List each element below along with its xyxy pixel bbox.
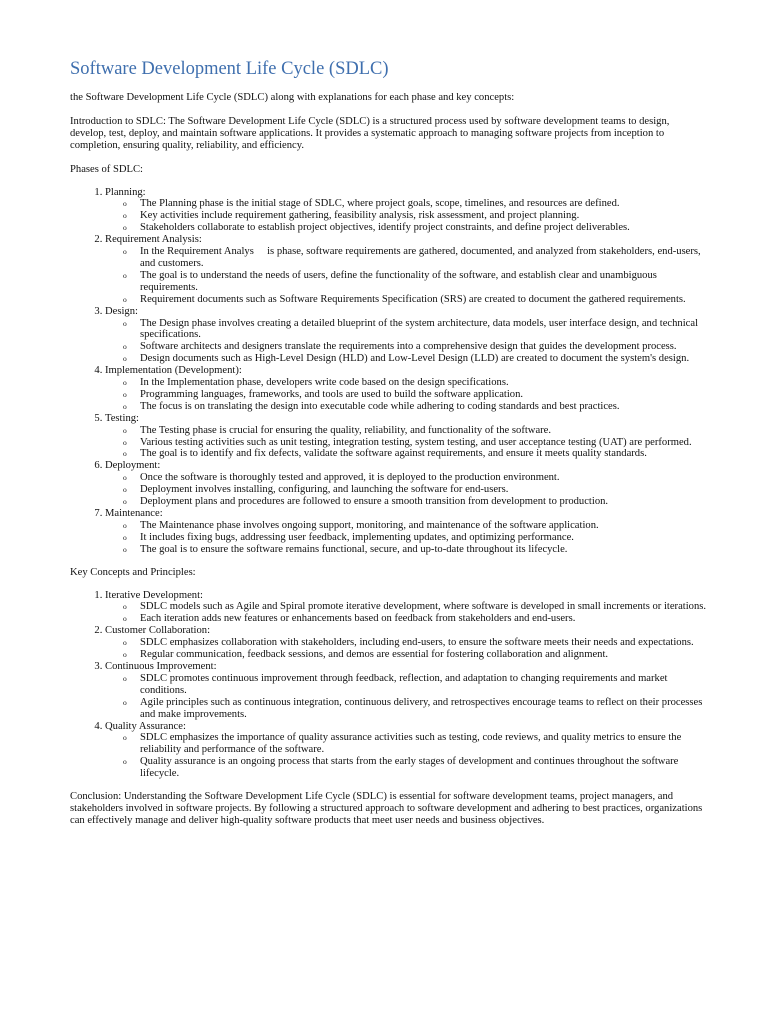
page-title: Software Development Life Cycle (SDLC)	[70, 59, 389, 79]
sub-item: o SDLC promotes continuous improvement through feedback, reflection, and adaptation to changing requirements and market conditions.	[140, 673, 708, 697]
concepts-heading: Key Concepts and Principles:	[70, 566, 196, 578]
phase-sublist	[105, 198, 708, 234]
phase-item	[105, 460, 708, 508]
phase-sublist	[105, 246, 708, 306]
concept-label: Iterative Development:	[105, 589, 203, 601]
sub-item: o Design documents such as High-Level Design (HLD) and Low-Level Design (LLD) are created to document the system's design.	[140, 353, 708, 365]
phase-label: Design:	[105, 305, 138, 317]
lead-paragraph: the Software Development Life Cycle (SDLC) along with explanations for each phase and key concepts:	[70, 92, 515, 103]
sub-item: o Once the software is thoroughly tested and approved, it is deployed to the production environment.	[140, 472, 708, 484]
sub-item: o Key activities include requirement gathering, feasibility analysis, risk assessment, and project planning.	[140, 210, 708, 222]
phase-label: Implementation (Development):	[105, 365, 242, 377]
sub-item: o The focus is on translating the design into executable code while adhering to coding standards and best practices.	[140, 401, 708, 413]
concept-sublist	[105, 732, 708, 780]
phase-label: Planning:	[105, 186, 146, 198]
phase-sublist	[105, 520, 708, 556]
sub-item: o Software architects and designers translate the requirements into a comprehensive design that guides the development process.	[140, 341, 708, 353]
sub-item: o Deployment involves installing, configuring, and launching the software for end-users.	[140, 484, 708, 496]
phase-sublist	[105, 425, 708, 461]
conclusion-paragraph: Conclusion: Understanding the Software Development Life Cycle (SDLC) is essential for software development teams, project managers, and stakeholders involved in software projects. By following a structured approach to software development and adhering to best practices, organizations can effectively manage and deliver high-quality software products that meet user needs and business objectives.	[70, 791, 703, 826]
sub-item: o In the Implementation phase, developers write code based on the design specifications.	[140, 377, 708, 389]
phase-sublist	[105, 318, 708, 366]
phases-list	[70, 187, 708, 556]
sub-item: o The Testing phase is crucial for ensuring the quality, reliability, and functionality of the software.	[140, 425, 708, 437]
phase-label: Requirement Analysis:	[105, 234, 202, 246]
intro-paragraph: Introduction to SDLC: The Software Development Life Cycle (SDLC) is a structured process used by software development teams to design, develop, test, deploy, and maintain software applications. It provides a systematic approach to managing software projects from inception to completion, ensuring quality, reliability, and efficiency.	[70, 115, 670, 151]
phase-sublist	[105, 472, 708, 508]
phase-item	[105, 508, 708, 556]
concept-label: Continuous Improvement:	[105, 660, 217, 672]
sub-item: o Requirement documents such as Software Requirements Specification (SRS) are created to document the gathered requirements.	[140, 294, 708, 306]
concept-sublist	[105, 673, 708, 721]
sub-item: o Programming languages, frameworks, and tools are used to build the software application.	[140, 389, 708, 401]
phase-item	[105, 365, 708, 413]
phase-item	[105, 234, 708, 305]
sub-item: o Quality assurance is an ongoing process that starts from the early stages of development and continues throughout the software lifecycle.	[140, 756, 708, 780]
sub-item: o The goal is to identify and fix defects, validate the software against requirements, and ensure it meets quality standards.	[140, 448, 708, 460]
sub-item: o Each iteration adds new features or enhancements based on feedback from stakeholders and end-users.	[140, 613, 708, 625]
phase-item	[105, 187, 708, 235]
concept-label: Quality Assurance:	[105, 720, 186, 732]
sub-item: o SDLC emphasizes the importance of quality assurance activities such as testing, code reviews, and quality metrics to ensure the reliability and performance of the software.	[140, 732, 708, 756]
sub-item: o The goal is to ensure the software remains functional, secure, and up-to-date throughout its lifecycle.	[140, 544, 708, 556]
concept-item	[105, 625, 708, 661]
concept-sublist	[105, 637, 708, 661]
sub-item: o Various testing activities such as unit testing, integration testing, system testing, and user acceptance testing (UAT) are performed.	[140, 437, 708, 449]
sub-item: o Stakeholders collaborate to establish project objectives, identify project constraints, and define project deliverables.	[140, 222, 708, 234]
phase-label: Testing:	[105, 412, 139, 424]
sub-item: o The Design phase involves creating a detailed blueprint of the system architecture, data models, user interface design, and technical specifications.	[140, 318, 708, 342]
phase-label: Maintenance:	[105, 508, 163, 519]
phase-label: Deployment:	[105, 460, 161, 472]
sub-item: o In the Requirement Analys is phase, software requirements are gathered, documented, and analyzed from stakeholders, end-users, and customers.	[140, 246, 708, 270]
sub-item: o The goal is to understand the needs of users, define the functionality of the software, and establish clear and unambiguous requirements.	[140, 270, 708, 294]
phase-sublist	[105, 377, 708, 413]
phase-item	[105, 413, 708, 461]
concept-item	[105, 661, 708, 721]
concept-sublist	[105, 601, 708, 625]
concept-item	[105, 721, 708, 781]
concept-label: Customer Collaboration:	[105, 625, 211, 637]
sub-item: o It includes fixing bugs, addressing user feedback, implementing updates, and optimizing performance.	[140, 532, 708, 544]
sub-item: o Regular communication, feedback sessions, and demos are essential for fostering collaboration and alignment.	[140, 649, 708, 661]
sub-item: o SDLC emphasizes collaboration with stakeholders, including end-users, to ensure the software meets their needs and expectations.	[140, 637, 708, 649]
phase-item	[105, 306, 708, 366]
phases-heading: Phases of SDLC:	[70, 163, 143, 175]
sub-item: o SDLC models such as Agile and Spiral promote iterative development, where software is developed in small increments or iterations.	[140, 601, 708, 613]
concepts-list	[70, 590, 708, 781]
sub-item: o Deployment plans and procedures are followed to ensure a smooth transition from development to production.	[140, 496, 708, 508]
sub-item: o The Maintenance phase involves ongoing support, monitoring, and maintenance of the software application.	[140, 520, 708, 532]
sub-item: o Agile principles such as continuous integration, continuous delivery, and retrospectives encourage teams to reflect on their processes and make improvements.	[140, 697, 708, 721]
sub-item: o The Planning phase is the initial stage of SDLC, where project goals, scope, timelines, and resources are defined.	[140, 198, 708, 210]
concept-item	[105, 590, 708, 626]
